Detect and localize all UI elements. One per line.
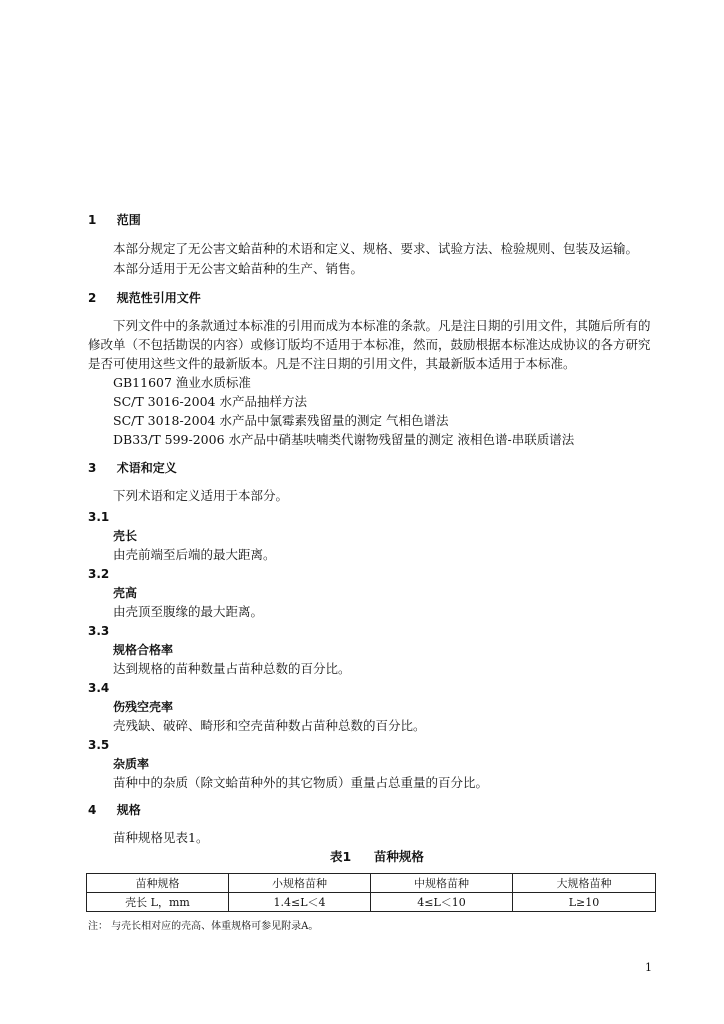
table-cell: L≥10 [513, 893, 656, 912]
section-2-intro-line-2: 修改单（不包括勘误的内容）或修订版均不适用于本标准，然而，鼓励根据本标准达成协议的各方研究 [88, 337, 651, 352]
term-definition: 苗种中的杂质（除文蛤苗种外的其它物质）重量占总重量的百分比。 [113, 775, 489, 790]
normative-reference: DB33/T 599-2006 水产品中硝基呋喃类代谢物残留量的测定 液相色谱-串联质谱法 [113, 432, 575, 447]
term-name: 壳长 [113, 529, 138, 543]
normative-reference: GB11607 渔业水质标准 [113, 375, 251, 390]
normative-reference: SC/T 3016-2004 水产品抽样方法 [113, 394, 307, 409]
term-name: 规格合格率 [113, 643, 174, 657]
table-header-row [87, 874, 656, 893]
table-cell: 壳长 L，mm [87, 893, 229, 912]
normative-reference: SC/T 3018-2004 水产品中氯霉素残留量的测定 气相色谱法 [113, 413, 449, 428]
term-number: 3.3 [88, 624, 110, 638]
table-row [87, 893, 656, 912]
table-cell: 4≤L＜10 [371, 893, 513, 912]
section-3-intro: 下列术语和定义适用于本部分。 [113, 488, 289, 503]
section-4-intro: 苗种规格见表1。 [113, 830, 209, 845]
page-number: 1 [645, 961, 652, 974]
term-name: 杂质率 [113, 757, 150, 771]
section-1-heading [88, 212, 141, 228]
term-definition: 壳残缺、破碎、畸形和空壳苗种数占苗种总数的百分比。 [113, 718, 426, 733]
section-number: 1 [88, 213, 97, 227]
table-header-cell: 中规格苗种 [371, 874, 513, 893]
table-header-cell: 小规格苗种 [229, 874, 371, 893]
section-title: 规范性引用文件 [116, 291, 201, 305]
section-title: 范围 [116, 213, 141, 227]
section-3-heading [88, 460, 177, 476]
section-number: 2 [88, 291, 97, 305]
term-number: 3.4 [88, 681, 110, 695]
table-caption [330, 849, 424, 865]
table-header-cell: 苗种规格 [87, 874, 229, 893]
section-number: 4 [88, 803, 97, 817]
term-number: 3.1 [88, 510, 110, 524]
term-name: 壳高 [113, 586, 138, 600]
section-2-heading [88, 290, 201, 306]
term-number: 3.2 [88, 567, 110, 581]
seedling-spec-table [86, 873, 656, 912]
table-caption-title: 苗种规格 [373, 849, 424, 864]
section-title: 术语和定义 [116, 461, 177, 475]
term-definition: 达到规格的苗种数量占苗种总数的百分比。 [113, 661, 351, 676]
section-title: 规格 [116, 803, 141, 817]
section-2-intro-line-3: 是否可使用这些文件的最新版本。凡是不注日期的引用文件，其最新版本适用于本标准。 [88, 356, 576, 371]
term-definition: 由壳顶至腹缘的最大距离。 [113, 604, 264, 619]
table-note: 注： 与壳长相对应的壳高、体重规格可参见附录A。 [88, 921, 319, 932]
term-definition: 由壳前端至后端的最大距离。 [113, 547, 276, 562]
table-cell: 1.4≤L＜4 [229, 893, 371, 912]
section-1-paragraph-2: 本部分适用于无公害文蛤苗种的生产、销售。 [113, 261, 364, 276]
section-4-heading [88, 802, 141, 818]
table-caption-label: 表1 [330, 849, 352, 864]
term-name: 伤残空壳率 [113, 700, 174, 714]
term-number: 3.5 [88, 738, 110, 752]
table-header-cell: 大规格苗种 [513, 874, 656, 893]
section-number: 3 [88, 461, 97, 475]
section-1-paragraph-1: 本部分规定了无公害文蛤苗种的术语和定义、规格、要求、试验方法、检验规则、包装及运输。 [113, 241, 639, 256]
section-2-intro-line-1: 下列文件中的条款通过本标准的引用而成为本标准的条款。凡是注日期的引用文件，其随后所有的 [113, 318, 651, 333]
